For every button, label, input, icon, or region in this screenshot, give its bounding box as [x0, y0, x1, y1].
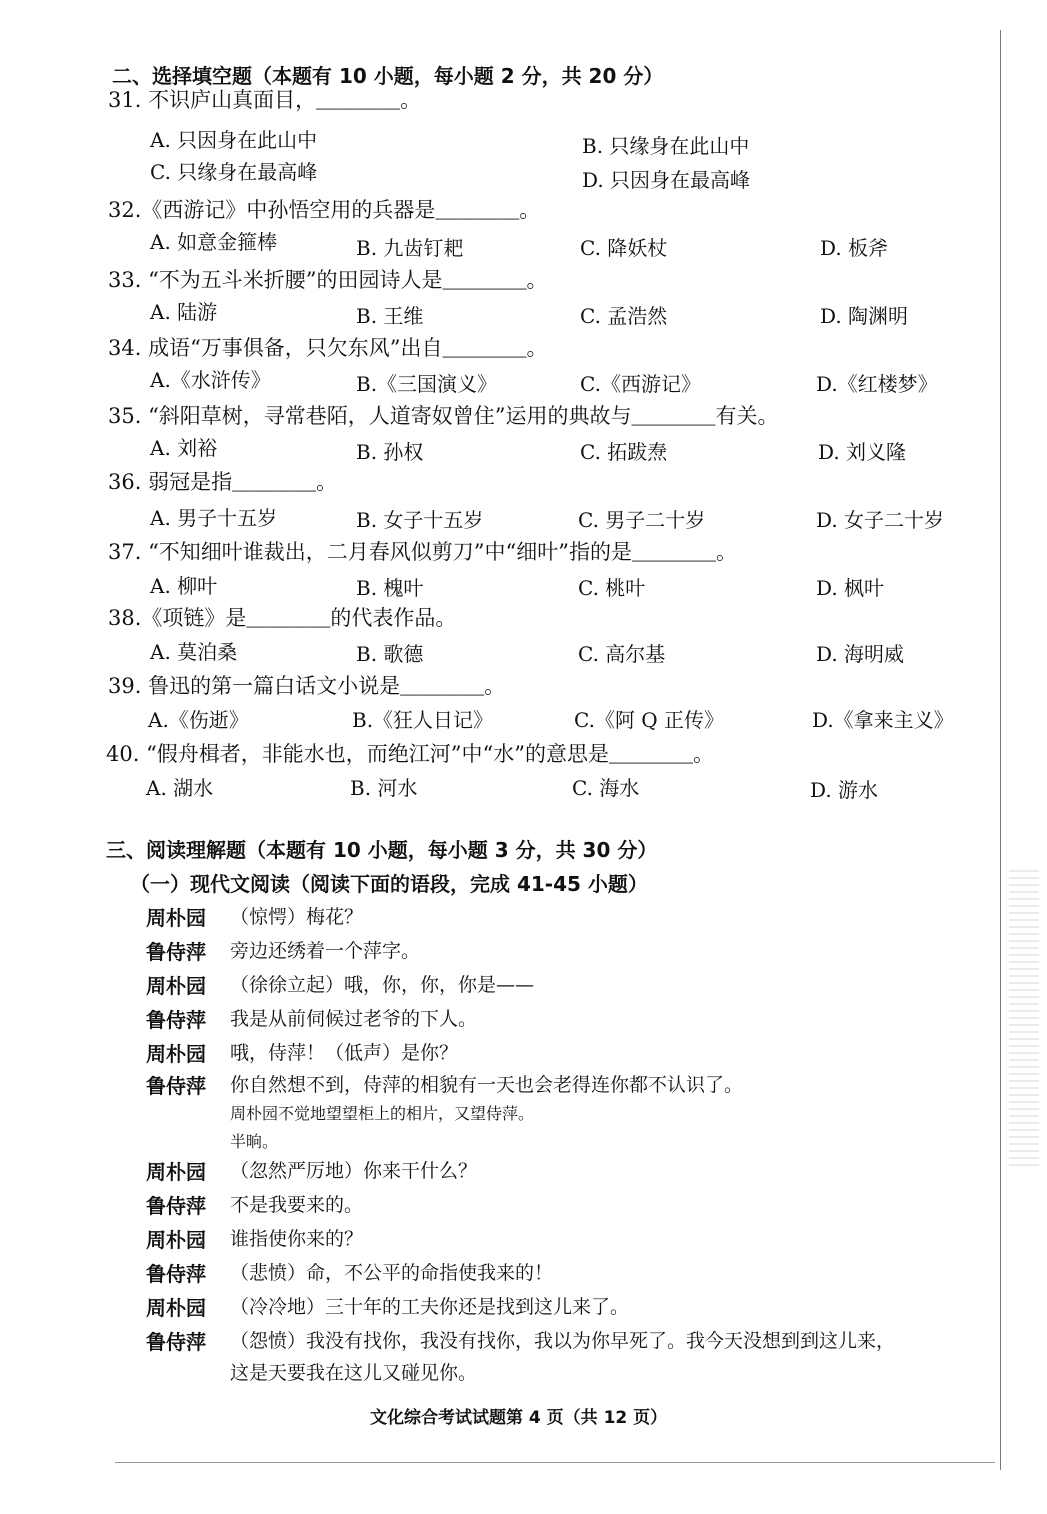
question-32-option-b: B. 九齿钉耙: [356, 236, 464, 260]
dialogue-line: （悲愤）命，不公平的命指使我来的！: [230, 1262, 554, 1284]
dialogue-speaker: 周朴园: [146, 1042, 206, 1066]
question-39-option-c: C.《阿 Q 正传》: [574, 708, 725, 732]
question-35-option-b: B. 孙权: [356, 440, 424, 464]
dialogue-line: 哦，侍萍！（低声）是你？: [230, 1042, 459, 1064]
question-39-option-d: D.《拿来主义》: [812, 708, 954, 732]
question-34-stem: 34. 成语“万事俱备，只欠东风”出自＿＿＿＿。: [108, 336, 548, 360]
dialogue-line: 我是从前伺候过老爷的下人。: [230, 1008, 478, 1030]
question-31-option-d: D. 只因身在最高峰: [582, 168, 751, 192]
stage-direction: 周朴园不觉地望望柜上的相片，又望侍萍。: [230, 1104, 535, 1123]
section-3-subheader: （一）现代文阅读（阅读下面的语段，完成 41-45 小题）: [130, 872, 648, 896]
question-36-option-b: B. 女子十五岁: [356, 508, 484, 532]
question-36-stem: 36. 弱冠是指＿＿＿＿。: [108, 470, 338, 494]
scan-noise: [1009, 870, 1039, 1170]
dialogue-speaker: 鲁侍萍: [146, 1074, 206, 1098]
dialogue-line: （怨愤）我没有找你，我没有找你，我以为你早死了。我今天没想到到这儿来，: [230, 1330, 896, 1352]
dialogue-line-continuation: 这是天要我在这儿又碰见你。: [230, 1362, 478, 1384]
dialogue-line: （惊愕）梅花？: [230, 906, 364, 928]
stage-direction: 半晌。: [230, 1132, 279, 1151]
question-33-option-b: B. 王维: [356, 304, 424, 328]
question-34-option-d: D.《红楼梦》: [816, 372, 938, 396]
question-40-option-d: D. 游水: [810, 778, 879, 802]
question-39-option-b: B.《狂人日记》: [352, 708, 494, 732]
question-36-option-c: C. 男子二十岁: [578, 508, 706, 532]
question-37-option-a: A. 柳叶: [150, 574, 218, 598]
question-37-option-b: B. 槐叶: [356, 576, 424, 600]
page-footer: 文化综合考试试题第 4 页（共 12 页）: [370, 1408, 668, 1428]
dialogue-line: 旁边还绣着一个萍字。: [230, 940, 421, 962]
dialogue-speaker: 鲁侍萍: [146, 1194, 206, 1218]
section-3-header: 三、阅读理解题（本题有 10 小题，每小题 3 分，共 30 分）: [106, 838, 658, 862]
question-38-option-b: B. 歌德: [356, 642, 424, 666]
question-31-option-a: A. 只因身在此山中: [150, 128, 318, 152]
dialogue-line: 不是我要来的。: [230, 1194, 364, 1216]
question-31-stem: 31. 不识庐山真面目，＿＿＿＿。: [108, 88, 422, 112]
dialogue-line: 谁指使你来的？: [230, 1228, 364, 1250]
question-39-option-a: A.《伤逝》: [148, 708, 249, 732]
question-40-option-a: A. 湖水: [146, 776, 214, 800]
dialogue-speaker: 鲁侍萍: [146, 940, 206, 964]
question-36-option-d: D. 女子二十岁: [816, 508, 945, 532]
question-35-option-a: A. 刘裕: [150, 436, 218, 460]
question-37-option-d: D. 枫叶: [816, 576, 885, 600]
question-35-stem: 35. “斜阳草树，寻常巷陌，人道寄奴曾住”运用的典故与＿＿＿＿有关。: [108, 404, 779, 428]
dialogue-speaker: 周朴园: [146, 1296, 206, 1320]
question-33-stem: 33. “不为五斗米折腰”的田园诗人是＿＿＿＿。: [108, 268, 548, 292]
question-34-option-a: A.《水浒传》: [150, 368, 271, 392]
dialogue-speaker: 周朴园: [146, 1160, 206, 1184]
dialogue-line: （忽然严厉地）你来干什么？: [230, 1160, 478, 1182]
dialogue-speaker: 周朴园: [146, 906, 206, 930]
question-39-stem: 39. 鲁迅的第一篇白话文小说是＿＿＿＿。: [108, 674, 506, 698]
question-36-option-a: A. 男子十五岁: [150, 506, 278, 530]
question-40-option-b: B. 河水: [350, 776, 418, 800]
dialogue-line: 你自然想不到，侍萍的相貌有一天也会老得连你都不认识了。: [230, 1074, 744, 1096]
question-33-option-a: A. 陆游: [150, 300, 218, 324]
question-32-stem: 32.《西游记》中孙悟空用的兵器是＿＿＿＿。: [108, 198, 541, 222]
section-2-header: 二、选择填空题（本题有 10 小题，每小题 2 分，共 20 分）: [112, 64, 664, 88]
question-38-stem: 38.《项链》是＿＿＿＿的代表作品。: [108, 606, 457, 630]
dialogue-line: （冷冷地）三十年的工夫你还是找到这儿来了。: [230, 1296, 630, 1318]
question-32-option-d: D. 板斧: [820, 236, 889, 260]
question-38-option-d: D. 海明威: [816, 642, 905, 666]
question-33-option-c: C. 孟浩然: [580, 304, 668, 328]
bottom-rule: [115, 1462, 995, 1463]
dialogue-speaker: 周朴园: [146, 974, 206, 998]
question-37-option-c: C. 桃叶: [578, 576, 646, 600]
dialogue-speaker: 鲁侍萍: [146, 1262, 206, 1286]
question-38-option-c: C. 高尔基: [578, 642, 666, 666]
question-37-stem: 37. “不知细叶谁裁出，二月春风似剪刀”中“细叶”指的是＿＿＿＿。: [108, 540, 738, 564]
question-38-option-a: A. 莫泊桑: [150, 640, 238, 664]
question-35-option-c: C. 拓跋焘: [580, 440, 668, 464]
dialogue-speaker: 鲁侍萍: [146, 1008, 206, 1032]
dialogue-line: （徐徐立起）哦，你，你，你是——: [230, 974, 535, 996]
dialogue-speaker: 鲁侍萍: [146, 1330, 206, 1354]
dialogue-speaker: 周朴园: [146, 1228, 206, 1252]
question-32-option-c: C. 降妖杖: [580, 236, 668, 260]
question-40-stem: 40. “假舟楫者，非能水也，而绝江河”中“水”的意思是＿＿＿＿。: [106, 742, 715, 766]
question-31-option-b: B. 只缘身在此山中: [582, 134, 750, 158]
scan-edge-line: [1000, 30, 1001, 1470]
question-34-option-b: B.《三国演义》: [356, 372, 498, 396]
question-34-option-c: C.《西游记》: [580, 372, 701, 396]
question-35-option-d: D. 刘义隆: [818, 440, 907, 464]
question-32-option-a: A. 如意金箍棒: [150, 230, 278, 254]
question-33-option-d: D. 陶渊明: [820, 304, 909, 328]
question-31-option-c: C. 只缘身在最高峰: [150, 160, 318, 184]
question-40-option-c: C. 海水: [572, 776, 640, 800]
